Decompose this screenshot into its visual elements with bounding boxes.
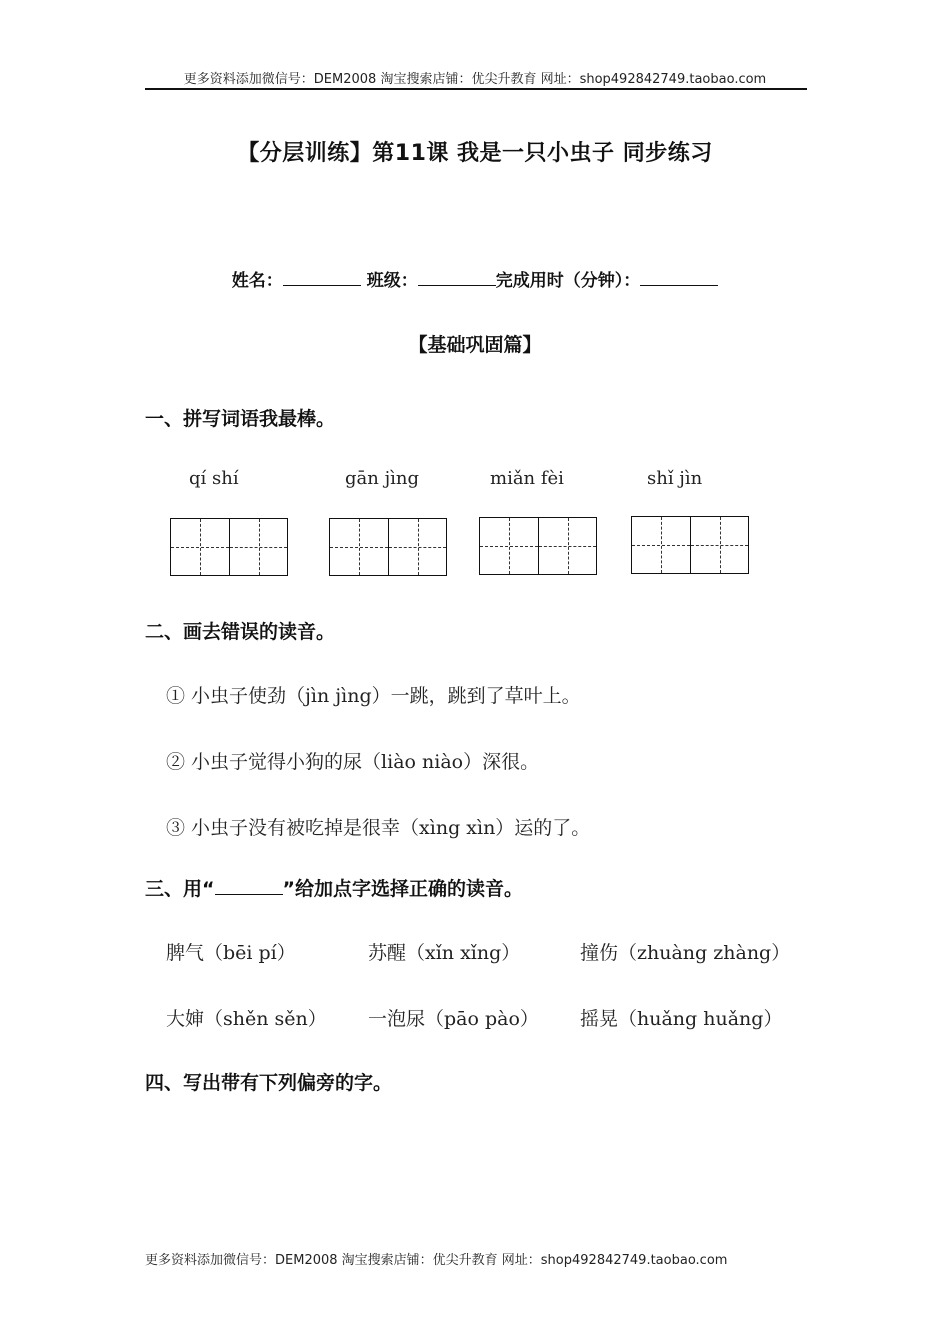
- name-label: 姓名：: [231, 271, 283, 291]
- choice-item: 苏醒（xǐn xǐng）: [368, 942, 521, 964]
- grid-cell[interactable]: [632, 517, 690, 573]
- grid-cell[interactable]: [480, 518, 538, 574]
- choice-item: 摇晃（huǎng huǎng）: [580, 1008, 783, 1030]
- writing-grid-1[interactable]: [170, 518, 288, 576]
- section3-heading-prefix: 三、用“: [145, 878, 215, 900]
- section2-item-3: ③ 小虫子没有被吃掉是很幸（xìng xìn）运的了。: [166, 817, 591, 839]
- class-blank[interactable]: [418, 269, 496, 286]
- choice-item: 一泡尿（pāo pào）: [368, 1008, 539, 1030]
- section2-item-2: ② 小虫子觉得小狗的尿（liào niào）深很。: [166, 751, 540, 773]
- choice-item: 脾气（bēi pí）: [166, 942, 296, 964]
- writing-grid-3[interactable]: [479, 517, 597, 575]
- grid-cell[interactable]: [229, 519, 287, 575]
- section1-heading: 一、拼写词语我最棒。: [145, 408, 336, 430]
- choice-item: 大婶（shěn sěn）: [166, 1008, 327, 1030]
- section3-heading: [145, 874, 523, 901]
- section3-heading-suffix: ”给加点字选择正确的读音。: [282, 878, 523, 900]
- name-blank[interactable]: [283, 269, 361, 286]
- page-header-text: 更多资料添加微信号：DEM2008 淘宝搜索店铺：优尖升教育 网址：shop492842749.taobao.com: [183, 72, 767, 87]
- writing-grid-2[interactable]: [329, 518, 447, 576]
- grid-cell[interactable]: [330, 519, 388, 575]
- word3-pinyin: miǎn fèi: [490, 468, 564, 489]
- student-info-line: [0, 266, 950, 291]
- grid-cell[interactable]: [388, 519, 446, 575]
- class-label: 班级：: [366, 271, 418, 291]
- choice-item: 撞伤（zhuàng zhàng）: [580, 942, 791, 964]
- writing-grid-4[interactable]: [631, 516, 749, 574]
- page-footer-text: 更多资料添加微信号：DEM2008 淘宝搜索店铺：优尖升教育 网址：shop492842749.taobao.com: [145, 1253, 728, 1268]
- word1-pinyin: qí shí: [189, 468, 239, 489]
- grid-cell[interactable]: [171, 519, 229, 575]
- time-blank[interactable]: [640, 269, 718, 286]
- grid-cell[interactable]: [690, 517, 748, 573]
- section2-heading: 二、画去错误的读音。: [145, 621, 336, 643]
- word2-pinyin: gān jìng: [345, 468, 420, 489]
- section-group-title: 【基础巩固篇】: [408, 334, 542, 356]
- grid-cell[interactable]: [538, 518, 596, 574]
- header-divider: [145, 88, 807, 90]
- time-label: 完成用时（分钟）：: [495, 271, 641, 291]
- word4-pinyin: shǐ jìn: [647, 468, 703, 489]
- underline-sample: [215, 878, 283, 895]
- section4-heading: 四、写出带有下列偏旁的字。: [145, 1072, 393, 1094]
- section2-item-1: ① 小虫子使劲（jìn jìng）一跳，跳到了草叶上。: [166, 685, 581, 707]
- page-title: 【分层训练】第11课 我是一只小虫子 同步练习: [237, 141, 713, 166]
